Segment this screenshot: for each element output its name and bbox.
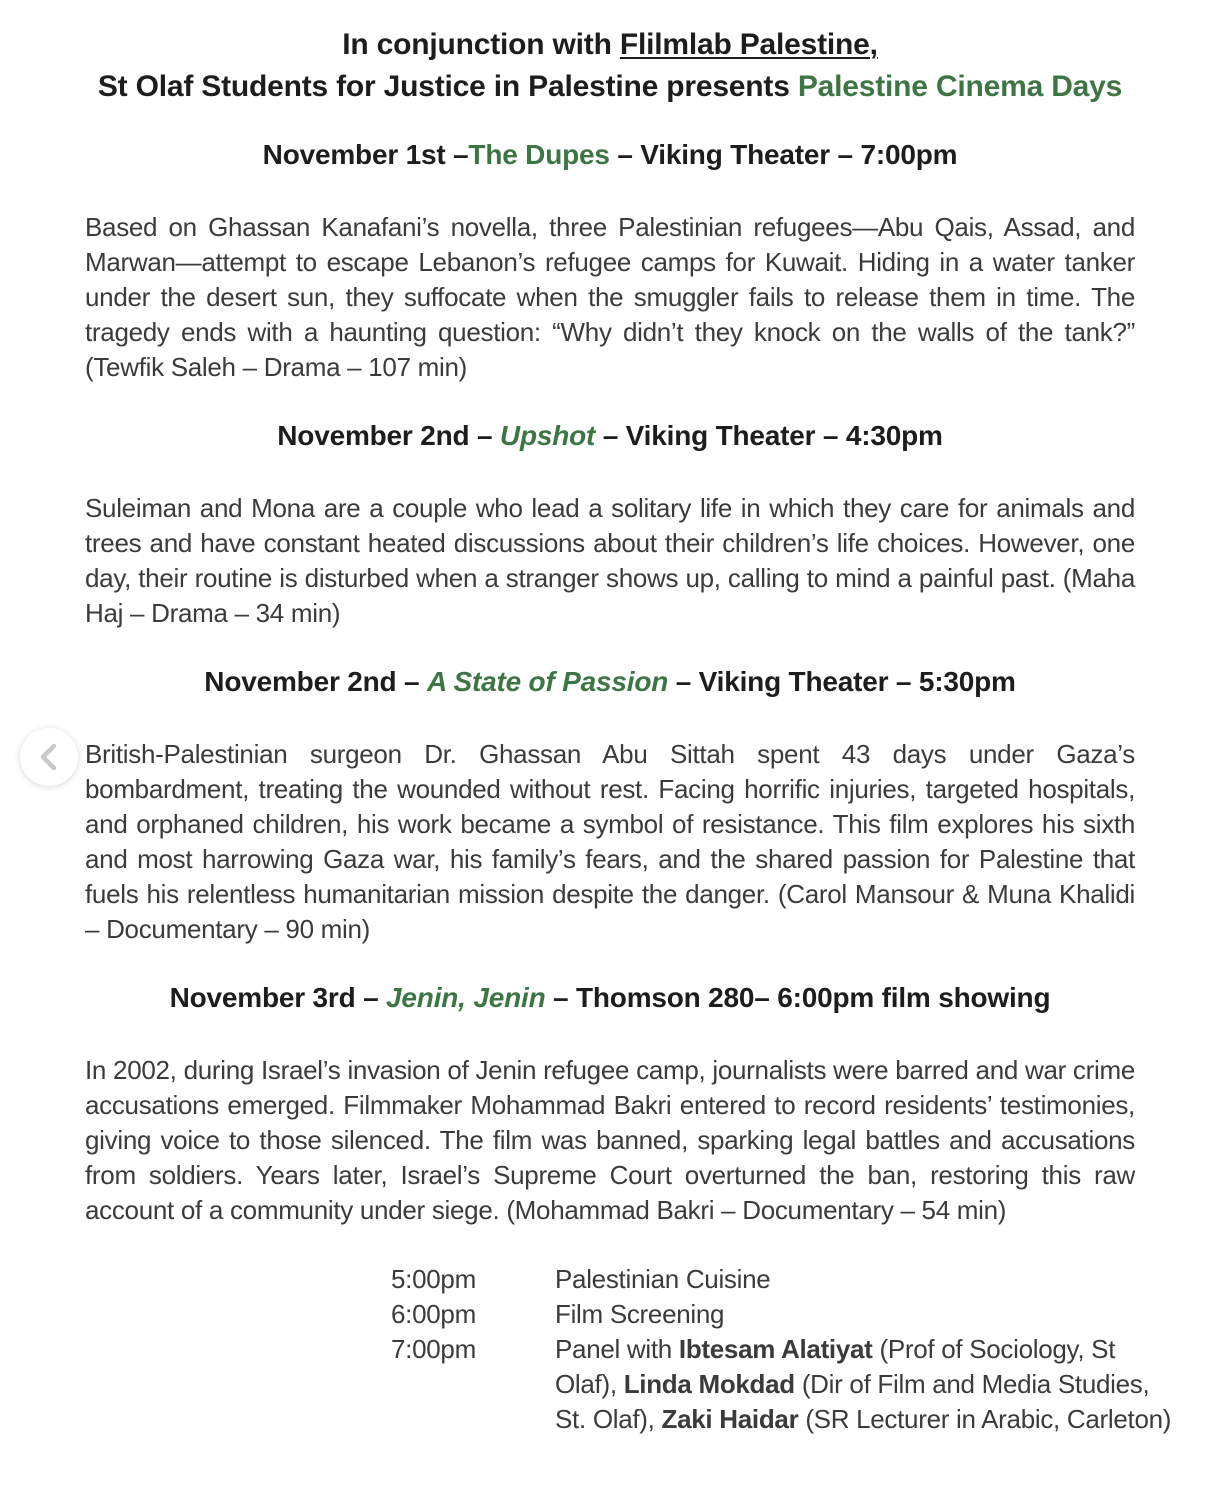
film-heading: November 1st –The Dupes – Viking Theater – 7:00pm <box>262 139 958 170</box>
chevron-left-icon <box>20 728 78 786</box>
film-heading: November 3rd – Jenin, Jenin – Thomson 280– 6:00pm film showing <box>169 982 1051 1013</box>
film-section-jenin-jenin <box>85 981 1135 1228</box>
schedule-time: 6:00pm <box>391 1299 476 1329</box>
flyer-title-line2: St Olaf Students for Justice in Palestine presents Palestine Cinema Days <box>97 70 1123 103</box>
schedule-activity: Palestinian Cuisine <box>555 1264 771 1294</box>
film-section-the-dupes <box>85 138 1135 385</box>
film-description: British-Palestinian surgeon Dr. Ghassan Abu Sittah spent 43 days under Gaza’s bombardment, treating the wounded without rest. Facing horrific injuries, targeted hospitals, and orphaned children, his work became a symbol of resistance. This film explores his sixth and most harrowing Gaza war, his family’s fears, and the shared passion for Palestine that fuels his relentless humanitarian mission despite the danger. (Carol Mansour & Muna Khalidi – Documentary – 90 min) <box>85 739 1135 944</box>
film-description: Suleiman and Mona are a couple who lead a solitary life in which they care for animals and trees and have constant heated discussions about their children’s life choices. However, one day, their routine is disturbed when a stranger shows up, calling to mind a painful past. (Maha Haj – Drama – 34 min) <box>85 493 1135 628</box>
film-description: Based on Ghassan Kanafani’s novella, three Palestinian refugees—Abu Qais, Assad, and Marwan—attempt to escape Lebanon’s refugee camps for Kuwait. Hiding in a water tanker under the desert sun, they suffocate when the smuggler fails to release them in time. The tragedy ends with a haunting question: “Why didn’t they knock on the walls of the tank?” (Tewfik Saleh – Drama – 107 min) <box>85 212 1135 382</box>
event-schedule <box>85 1262 1172 1437</box>
film-section-a-state-of-passion <box>85 665 1135 947</box>
film-heading: November 2nd – A State of Passion – Viking Theater – 5:30pm <box>204 666 1016 697</box>
schedule-row <box>85 1262 1135 1297</box>
schedule-activity: Panel with Ibtesam Alatiyat (Prof of Sociology, St Olaf), Linda Mokdad (Dir of Film and Media Studies, St. Olaf), Zaki Haidar (SR Lecturer in Arabic, Carleton) <box>555 1334 1172 1434</box>
schedule-time: 7:00pm <box>391 1334 476 1364</box>
schedule-time: 5:00pm <box>391 1264 476 1294</box>
schedule-activity: Film Screening <box>555 1299 725 1329</box>
film-description: In 2002, during Israel’s invasion of Jenin refugee camp, journalists were barred and war crime accusations emerged. Filmmaker Mohammad Bakri entered to record residents’ testimonies, giving voice to those silenced. The film was banned, sparking legal battles and accusations from soldiers. Years later, Israel’s Supreme Court overturned the ban, restoring this raw account of a community under siege. (Mohammad Bakri – Documentary – 54 min) <box>85 1055 1135 1225</box>
carousel-previous-button[interactable] <box>20 728 78 786</box>
flyer-header <box>85 24 1135 108</box>
schedule-row <box>85 1332 1172 1437</box>
schedule-row <box>85 1297 1135 1332</box>
film-section-upshot <box>85 419 1135 631</box>
film-heading: November 2nd – Upshot – Viking Theater – 4:30pm <box>277 420 943 451</box>
flyer-title-line1: In conjunction with Flilmlab Palestine, <box>342 28 878 61</box>
